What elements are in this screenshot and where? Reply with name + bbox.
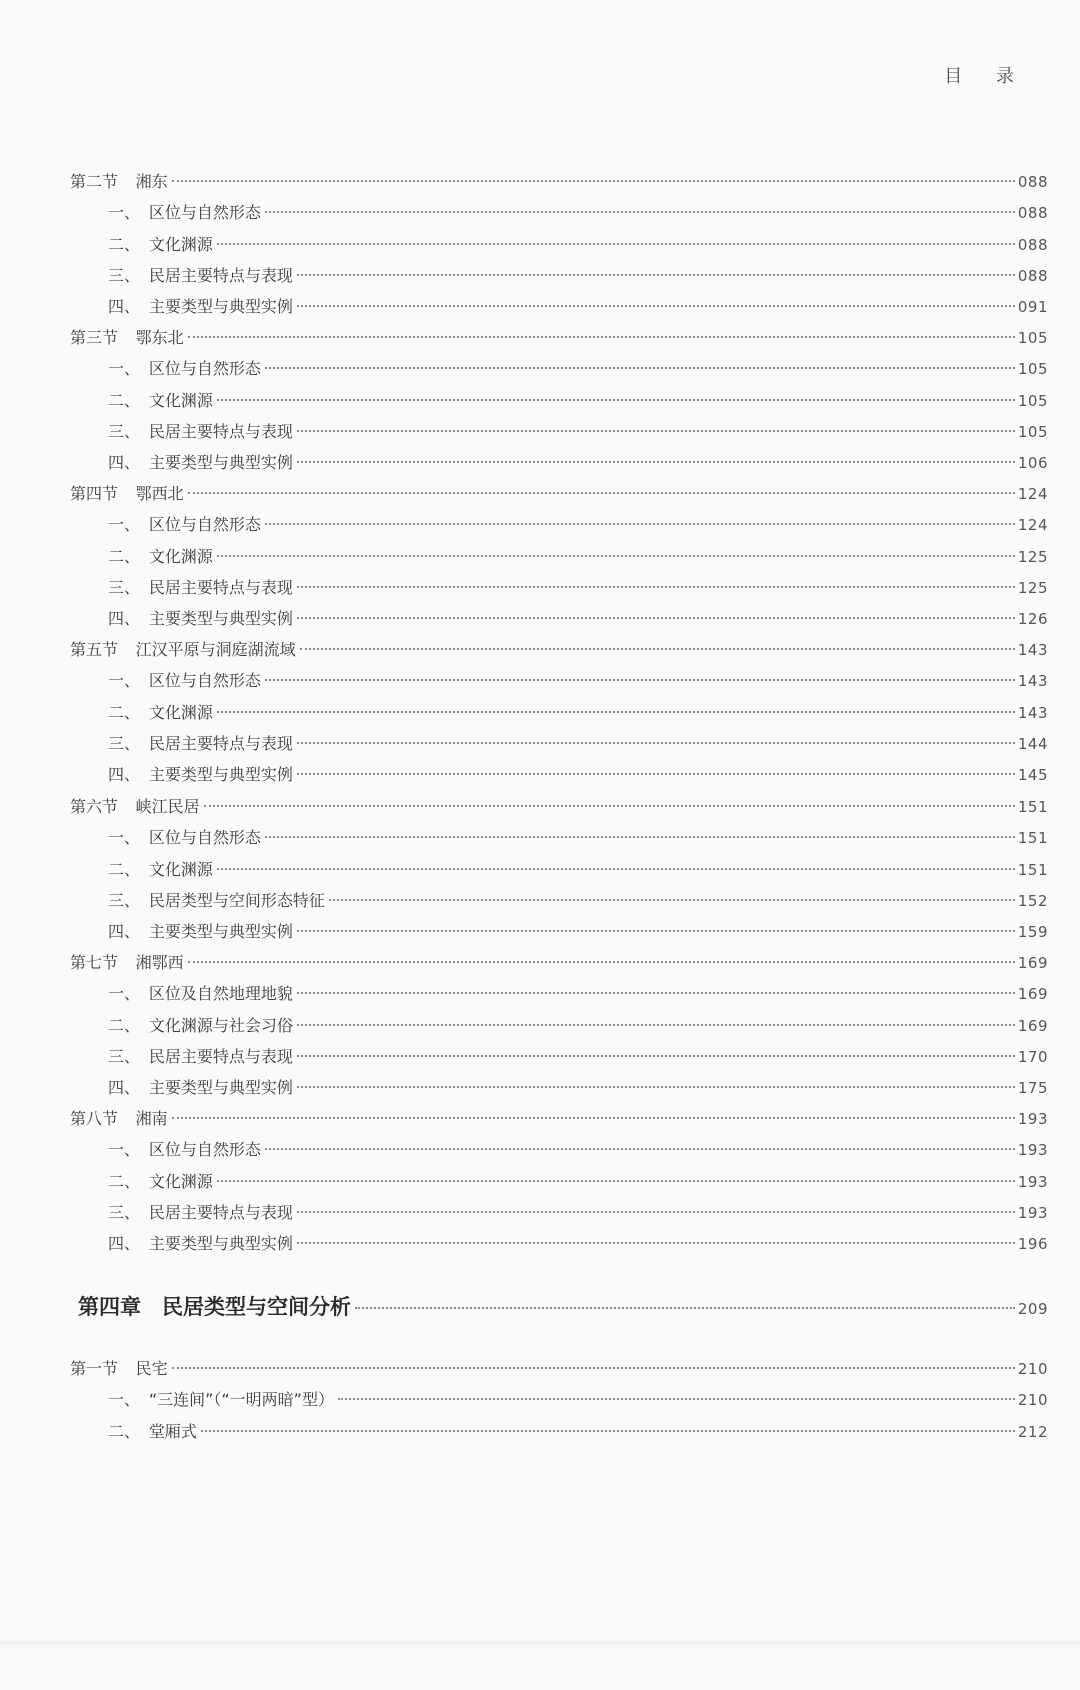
toc-entry-number: 一、 bbox=[108, 1140, 141, 1160]
dot-leader bbox=[217, 399, 1015, 401]
toc-entry-title: 民居主要特点与表现 bbox=[148, 265, 293, 285]
toc-entry-title: 民居主要特点与表现 bbox=[148, 577, 293, 597]
toc-entry-title: 民居主要特点与表现 bbox=[148, 1202, 293, 1222]
toc-entry-label bbox=[108, 1420, 197, 1444]
toc-item-entry bbox=[108, 1201, 1048, 1225]
toc-entry-title: 主要类型与典型实例 bbox=[148, 922, 293, 942]
toc-item-entry bbox=[108, 701, 1048, 725]
toc-entry-title: 民居主要特点与表现 bbox=[148, 1046, 293, 1066]
toc-item-entry bbox=[108, 1388, 1048, 1412]
toc-entry-label bbox=[108, 264, 293, 288]
toc-entry-number: 第三节 bbox=[70, 328, 119, 347]
toc-entry-label bbox=[108, 826, 261, 850]
toc-entry-title: 主要类型与典型实例 bbox=[148, 609, 293, 629]
toc-entry-title: 文化渊源 bbox=[148, 702, 213, 722]
toc-page-number: 106 bbox=[1017, 454, 1048, 473]
toc-page-number: 210 bbox=[1017, 1360, 1048, 1378]
toc-entry-label bbox=[70, 1357, 168, 1381]
dot-leader bbox=[265, 679, 1015, 681]
toc-entry-title: 区位与自然形态 bbox=[148, 203, 261, 223]
toc-entry-number: 二、 bbox=[108, 859, 141, 879]
toc-page-number: 175 bbox=[1017, 1079, 1048, 1098]
toc-page-number: 151 bbox=[1017, 798, 1048, 816]
dot-leader bbox=[300, 648, 1015, 650]
toc-page-number: 143 bbox=[1017, 672, 1048, 691]
toc-entry-number: 一、 bbox=[108, 515, 141, 535]
toc-entry-label bbox=[108, 1201, 293, 1225]
toc-entry-title: 文化渊源 bbox=[148, 390, 213, 410]
toc-entry-title: 区位与自然形态 bbox=[148, 828, 261, 848]
toc-entry-number: 第四章 bbox=[78, 1295, 141, 1319]
toc-item-entry bbox=[108, 1170, 1048, 1194]
toc-item-entry bbox=[108, 826, 1048, 850]
dot-leader bbox=[188, 336, 1015, 338]
toc-entry-label bbox=[108, 1014, 293, 1038]
toc-entry-number: 二、 bbox=[108, 1171, 141, 1191]
toc-page-number: 193 bbox=[1017, 1141, 1048, 1160]
dot-leader bbox=[172, 1367, 1015, 1369]
toc-entry-title: 鄂西北 bbox=[135, 484, 184, 503]
toc-entry-title: 民居主要特点与表现 bbox=[148, 733, 293, 753]
toc-section-entry bbox=[70, 795, 1048, 819]
toc-entry-title: 区位与自然形态 bbox=[148, 1140, 261, 1160]
toc-item-entry bbox=[108, 982, 1048, 1006]
toc-page-number: 170 bbox=[1017, 1047, 1048, 1066]
toc-entry-label bbox=[108, 1170, 213, 1194]
toc-entry-title: 湘南 bbox=[135, 1109, 168, 1128]
toc-section-entry bbox=[70, 482, 1048, 506]
toc-entry-title: 主要类型与典型实例 bbox=[148, 453, 293, 473]
toc-page-number: 105 bbox=[1017, 391, 1048, 410]
toc-chapter-entry bbox=[78, 1292, 1048, 1322]
toc-entry-number: 第一节 bbox=[70, 1359, 119, 1378]
toc-entry-label bbox=[108, 357, 261, 381]
toc-entry-label bbox=[108, 669, 261, 693]
toc-entry-label bbox=[108, 389, 213, 413]
toc-entry-number: 第二节 bbox=[70, 172, 119, 191]
toc-entry-label bbox=[108, 545, 213, 569]
toc-entry-number: 四、 bbox=[108, 765, 141, 785]
toc-entry-title: 湘东 bbox=[135, 172, 168, 191]
dot-leader bbox=[217, 243, 1015, 245]
toc-entry-label bbox=[70, 170, 168, 194]
toc-entry-number: 一、 bbox=[108, 1390, 141, 1409]
toc-entry-number: 第七节 bbox=[70, 953, 119, 972]
toc-entry-number: 第六节 bbox=[70, 797, 119, 816]
toc-entry-label bbox=[108, 1138, 261, 1162]
dot-leader bbox=[297, 461, 1015, 463]
toc-entry-number: 一、 bbox=[108, 828, 141, 848]
toc-entry-title: 区位与自然形态 bbox=[148, 515, 261, 535]
toc-page-number: 145 bbox=[1017, 766, 1048, 785]
toc-page-number: 212 bbox=[1017, 1423, 1048, 1441]
toc-entry-title: 主要类型与典型实例 bbox=[148, 297, 293, 317]
toc-item-entry bbox=[108, 545, 1048, 569]
toc-section-entry bbox=[70, 951, 1048, 975]
dot-leader bbox=[297, 742, 1015, 744]
dot-leader bbox=[297, 430, 1015, 432]
toc-entry-number: 四、 bbox=[108, 609, 141, 629]
toc-item-entry bbox=[108, 1138, 1048, 1162]
dot-leader bbox=[265, 367, 1015, 369]
dot-leader bbox=[297, 305, 1015, 307]
toc-item-entry bbox=[108, 576, 1048, 600]
toc-item-entry bbox=[108, 513, 1048, 537]
toc-entry-title: 民居主要特点与表现 bbox=[148, 421, 293, 441]
toc-entry-title: 主要类型与典型实例 bbox=[148, 765, 293, 785]
toc-entry-number: 第四节 bbox=[70, 484, 119, 503]
toc-entry-label bbox=[108, 701, 213, 725]
toc-page-number: 091 bbox=[1017, 298, 1048, 317]
toc-item-entry bbox=[108, 264, 1048, 288]
toc-entry-number: 四、 bbox=[108, 297, 141, 317]
toc-entry-label bbox=[108, 858, 213, 882]
toc-entry-label bbox=[70, 482, 184, 506]
toc-item-entry bbox=[108, 357, 1048, 381]
toc-section-entry bbox=[70, 326, 1048, 350]
dot-leader bbox=[217, 868, 1015, 870]
dot-leader bbox=[297, 274, 1015, 276]
toc-entry-number: 二、 bbox=[108, 234, 141, 254]
toc-entry-label bbox=[108, 1076, 293, 1100]
dot-leader bbox=[297, 773, 1015, 775]
toc-page-number: 152 bbox=[1017, 891, 1048, 910]
toc-page-number: 125 bbox=[1017, 578, 1048, 597]
toc-entry-label bbox=[108, 1232, 293, 1256]
dot-leader bbox=[297, 586, 1015, 588]
dot-leader bbox=[188, 492, 1015, 494]
dot-leader bbox=[172, 180, 1015, 182]
toc-page-number: 193 bbox=[1017, 1172, 1048, 1191]
toc-entry-title: 民居类型与空间形态特征 bbox=[148, 890, 325, 910]
toc-entry-label bbox=[108, 607, 293, 631]
dot-leader bbox=[217, 1180, 1015, 1182]
toc-entry-label bbox=[108, 420, 293, 444]
toc-page-number: 209 bbox=[1017, 1300, 1048, 1318]
toc-entry-label bbox=[70, 326, 184, 350]
toc-page-number: 105 bbox=[1017, 360, 1048, 379]
toc-item-entry bbox=[108, 233, 1048, 257]
toc-page-number: 193 bbox=[1017, 1110, 1048, 1128]
toc-entry-title: 民宅 bbox=[135, 1359, 168, 1378]
toc-entry-title: 区位与自然形态 bbox=[148, 671, 261, 691]
toc-entry-number: 第八节 bbox=[70, 1109, 119, 1128]
toc-item-entry bbox=[108, 858, 1048, 882]
toc-entry-label bbox=[70, 795, 200, 819]
toc-section-entry bbox=[70, 1107, 1048, 1131]
dot-leader bbox=[329, 899, 1015, 901]
toc-page-number: 088 bbox=[1017, 204, 1048, 223]
toc-entry-number: 三、 bbox=[108, 733, 141, 753]
toc-entry-number: 四、 bbox=[108, 1078, 141, 1098]
toc-item-entry bbox=[108, 1420, 1048, 1444]
toc-item-entry bbox=[108, 732, 1048, 756]
dot-leader bbox=[355, 1307, 1015, 1309]
dot-leader bbox=[265, 211, 1015, 213]
toc-entry-label bbox=[78, 1292, 351, 1322]
toc-item-entry bbox=[108, 763, 1048, 787]
toc-page-number: 196 bbox=[1017, 1235, 1048, 1254]
toc-entry-title: 区位与自然形态 bbox=[148, 359, 261, 379]
dot-leader bbox=[338, 1398, 1015, 1400]
toc-entry-number: 二、 bbox=[108, 390, 141, 410]
toc-page-number: 105 bbox=[1017, 329, 1048, 347]
toc-page-number: 210 bbox=[1017, 1391, 1048, 1409]
toc-entry-title: 民居类型与空间分析 bbox=[162, 1295, 351, 1319]
toc-entry-label bbox=[108, 982, 293, 1006]
dot-leader bbox=[172, 1117, 1015, 1119]
toc-entry-label bbox=[108, 920, 293, 944]
toc-entry-number: 二、 bbox=[108, 1422, 141, 1441]
toc-page-number: 124 bbox=[1017, 516, 1048, 535]
toc-entry-label bbox=[108, 201, 261, 225]
toc-entry-title: 堂厢式 bbox=[148, 1422, 197, 1441]
toc-page-number: 144 bbox=[1017, 734, 1048, 753]
toc-entry-number: 一、 bbox=[108, 359, 141, 379]
toc-item-entry bbox=[108, 1014, 1048, 1038]
toc-page-number: 088 bbox=[1017, 235, 1048, 254]
toc-entry-title: 湘鄂西 bbox=[135, 953, 184, 972]
toc-entry-label bbox=[108, 1388, 334, 1412]
toc-entry-number: 三、 bbox=[108, 1046, 141, 1066]
dot-leader bbox=[297, 1211, 1015, 1213]
dot-leader bbox=[297, 1024, 1015, 1026]
toc-page-number: 105 bbox=[1017, 422, 1048, 441]
dot-leader bbox=[204, 805, 1015, 807]
toc-item-entry bbox=[108, 920, 1048, 944]
toc-item-entry bbox=[108, 669, 1048, 693]
toc-entry-title: 江汉平原与洞庭湖流域 bbox=[135, 640, 296, 659]
toc-entry-number: 四、 bbox=[108, 922, 141, 942]
toc-item-entry bbox=[108, 295, 1048, 319]
toc-entry-label bbox=[108, 233, 213, 257]
dot-leader bbox=[265, 523, 1015, 525]
toc-item-entry bbox=[108, 389, 1048, 413]
toc-page-number: 124 bbox=[1017, 485, 1048, 503]
toc-entry-number: 三、 bbox=[108, 577, 141, 597]
dot-leader bbox=[265, 1148, 1015, 1150]
toc-item-entry bbox=[108, 420, 1048, 444]
dot-leader bbox=[297, 1086, 1015, 1088]
toc-entry-label bbox=[70, 951, 184, 975]
toc-entry-number: 三、 bbox=[108, 265, 141, 285]
toc-page-number: 169 bbox=[1017, 954, 1048, 972]
dot-leader bbox=[201, 1430, 1015, 1432]
toc-entry-label bbox=[108, 576, 293, 600]
toc-entry-number: 二、 bbox=[108, 1015, 141, 1035]
toc-entry-number: 一、 bbox=[108, 984, 141, 1004]
toc-page-number: 126 bbox=[1017, 610, 1048, 629]
toc-entry-number: 二、 bbox=[108, 546, 141, 566]
toc-entry-label bbox=[108, 451, 293, 475]
toc-entry-title: 区位及自然地理地貌 bbox=[148, 984, 293, 1004]
toc-entry-number: 一、 bbox=[108, 203, 141, 223]
toc-entry-number: 四、 bbox=[108, 453, 141, 473]
toc-item-entry bbox=[108, 1232, 1048, 1256]
toc-item-entry bbox=[108, 1045, 1048, 1069]
toc-page-number: 125 bbox=[1017, 547, 1048, 566]
toc-entry-number: 三、 bbox=[108, 1202, 141, 1222]
toc-page-number: 151 bbox=[1017, 860, 1048, 879]
toc-entry-title: 峡江民居 bbox=[135, 797, 200, 816]
toc-entry-label bbox=[108, 513, 261, 537]
dot-leader bbox=[297, 617, 1015, 619]
toc-entry-title: 文化渊源 bbox=[148, 234, 213, 254]
toc-entry-label bbox=[108, 1045, 293, 1069]
toc-entry-number: 三、 bbox=[108, 890, 141, 910]
toc-entry-number: 第五节 bbox=[70, 640, 119, 659]
toc-entry-title: “三连间”（“一明两暗”型） bbox=[148, 1390, 334, 1409]
toc-page-number: 143 bbox=[1017, 641, 1048, 659]
toc-item-entry bbox=[108, 607, 1048, 631]
running-head: 目 录 bbox=[944, 66, 1028, 87]
toc-section-entry bbox=[70, 638, 1048, 662]
toc-item-entry bbox=[108, 451, 1048, 475]
toc-page-number: 169 bbox=[1017, 1016, 1048, 1035]
dot-leader bbox=[217, 711, 1015, 713]
toc-page-number: 169 bbox=[1017, 985, 1048, 1004]
toc-entry-label bbox=[108, 889, 325, 913]
toc-item-entry bbox=[108, 889, 1048, 913]
toc-entry-title: 文化渊源 bbox=[148, 859, 213, 879]
toc-entry-title: 鄂东北 bbox=[135, 328, 184, 347]
toc-entry-label bbox=[108, 763, 293, 787]
page-bottom-shadow bbox=[0, 1640, 1080, 1646]
dot-leader bbox=[297, 930, 1015, 932]
toc-page-number: 193 bbox=[1017, 1203, 1048, 1222]
toc-entry-number: 三、 bbox=[108, 421, 141, 441]
toc-item-entry bbox=[108, 1076, 1048, 1100]
dot-leader bbox=[217, 555, 1015, 557]
toc-entry-label bbox=[108, 732, 293, 756]
toc-page-number: 151 bbox=[1017, 829, 1048, 848]
toc-entry-title: 文化渊源与社会习俗 bbox=[148, 1015, 293, 1035]
toc-entry-title: 主要类型与典型实例 bbox=[148, 1234, 293, 1254]
toc-page-number: 143 bbox=[1017, 703, 1048, 722]
toc-entry-number: 二、 bbox=[108, 702, 141, 722]
toc-section-entry bbox=[70, 1357, 1048, 1381]
dot-leader bbox=[297, 1055, 1015, 1057]
toc-page-number: 159 bbox=[1017, 923, 1048, 942]
toc-entry-number: 四、 bbox=[108, 1234, 141, 1254]
toc-entry-label bbox=[108, 295, 293, 319]
toc-section-entry bbox=[70, 170, 1048, 194]
toc-entry-label bbox=[70, 638, 296, 662]
toc-entry-number: 一、 bbox=[108, 671, 141, 691]
dot-leader bbox=[188, 961, 1015, 963]
toc-item-entry bbox=[108, 201, 1048, 225]
toc-entry-title: 主要类型与典型实例 bbox=[148, 1078, 293, 1098]
toc-page-number: 088 bbox=[1017, 173, 1048, 191]
toc-page-number: 088 bbox=[1017, 266, 1048, 285]
toc-entry-title: 文化渊源 bbox=[148, 1171, 213, 1191]
dot-leader bbox=[265, 836, 1015, 838]
toc-entry-title: 文化渊源 bbox=[148, 546, 213, 566]
dot-leader bbox=[297, 1242, 1015, 1244]
dot-leader bbox=[297, 992, 1015, 994]
toc-entry-label bbox=[70, 1107, 168, 1131]
